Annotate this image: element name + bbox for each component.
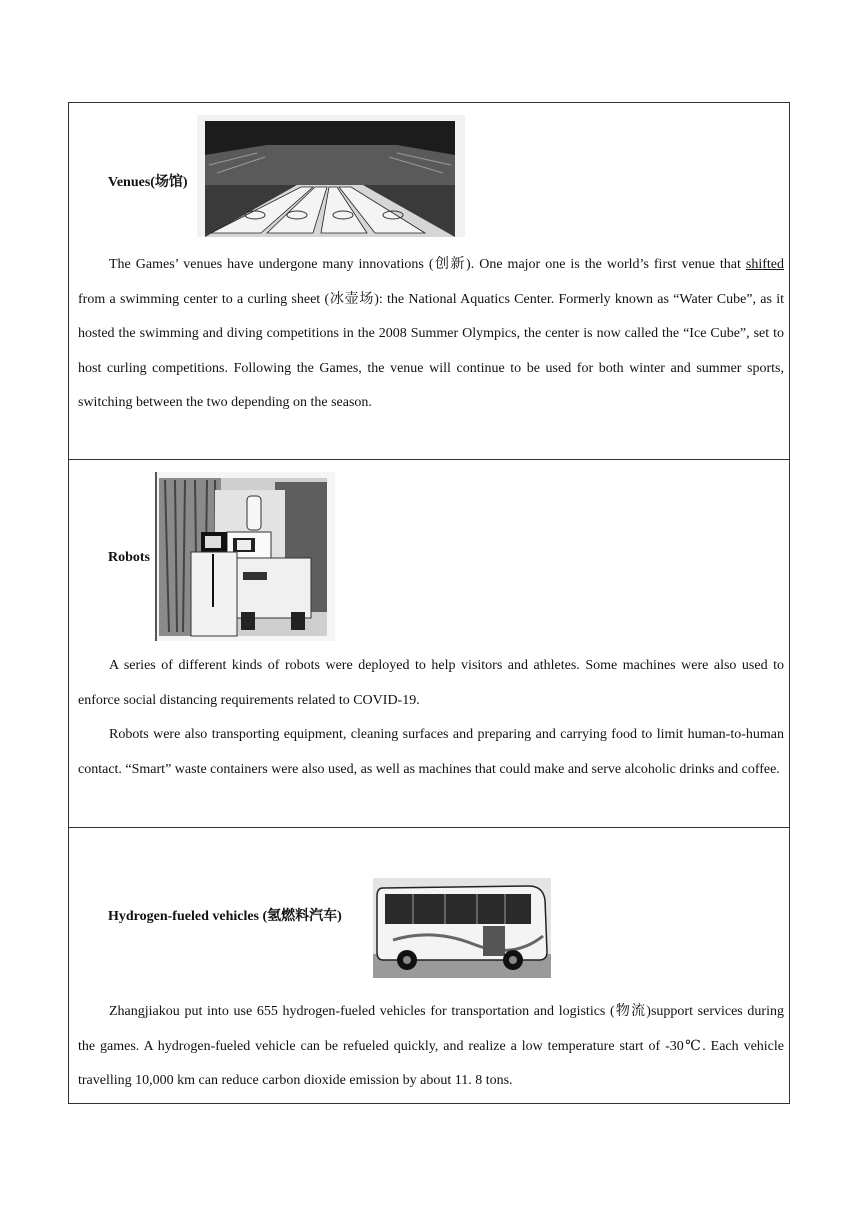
hydrogen-bus-photo: [373, 856, 551, 980]
robot-photo: [155, 472, 335, 641]
paragraph-text: from a swimming center to a curling sheet (冰壶场): the National Aquatics Center. Formerly known as “Water Cube”, as it hosted the swimming and diving competitions in the 2008 Summer Olympics, the center is now called the “Ice Cube”, set to host curling competitions. Following the Games, the venue will continue to be used for both winter and summer sports, switching between the two depending on the season.: [78, 291, 784, 410]
robots-paragraph-2: Robots were also transporting equipment, cleaning surfaces and preparing and carrying food to limit human-to-human contact. “Smart” waste containers were also used, as well as machines that could make and serve alcoholic drinks and coffee.: [78, 727, 784, 777]
robots-section: [69, 460, 789, 828]
underlined-word: shifted: [745, 257, 784, 272]
hydrogen-paragraph: Zhangjiakou put into use 655 hydrogen-fueled vehicles for transportation and logistics (物流)support services during the games. A hydrogen-fueled vehicle can be refueled quickly, and realize a low temperature start of -30℃. Each vehicle travelling 10,000 km can reduce carbon dioxide emission by about 11. 8 tons.: [78, 1004, 784, 1088]
section-heading: Robots: [108, 550, 151, 565]
section-heading: Hydrogen-fueled vehicles (氢燃料汽车): [108, 909, 342, 924]
article-table: [68, 102, 790, 1104]
robots-paragraph-1: A series of different kinds of robots were deployed to help visitors and athletes. Some machines were also used to enforce social distancing requirements related to COVID-19.: [78, 658, 784, 708]
curling-venue-photo: [197, 115, 465, 237]
paragraph-text: The Games’ venues have undergone many innovations (创新). One major one is the world’s first venue that: [109, 257, 746, 272]
hydrogen-section: [69, 828, 789, 1103]
section-heading: Venues(场馆): [108, 175, 188, 190]
venues-paragraph: [69, 248, 789, 421]
venues-section: [69, 103, 789, 460]
